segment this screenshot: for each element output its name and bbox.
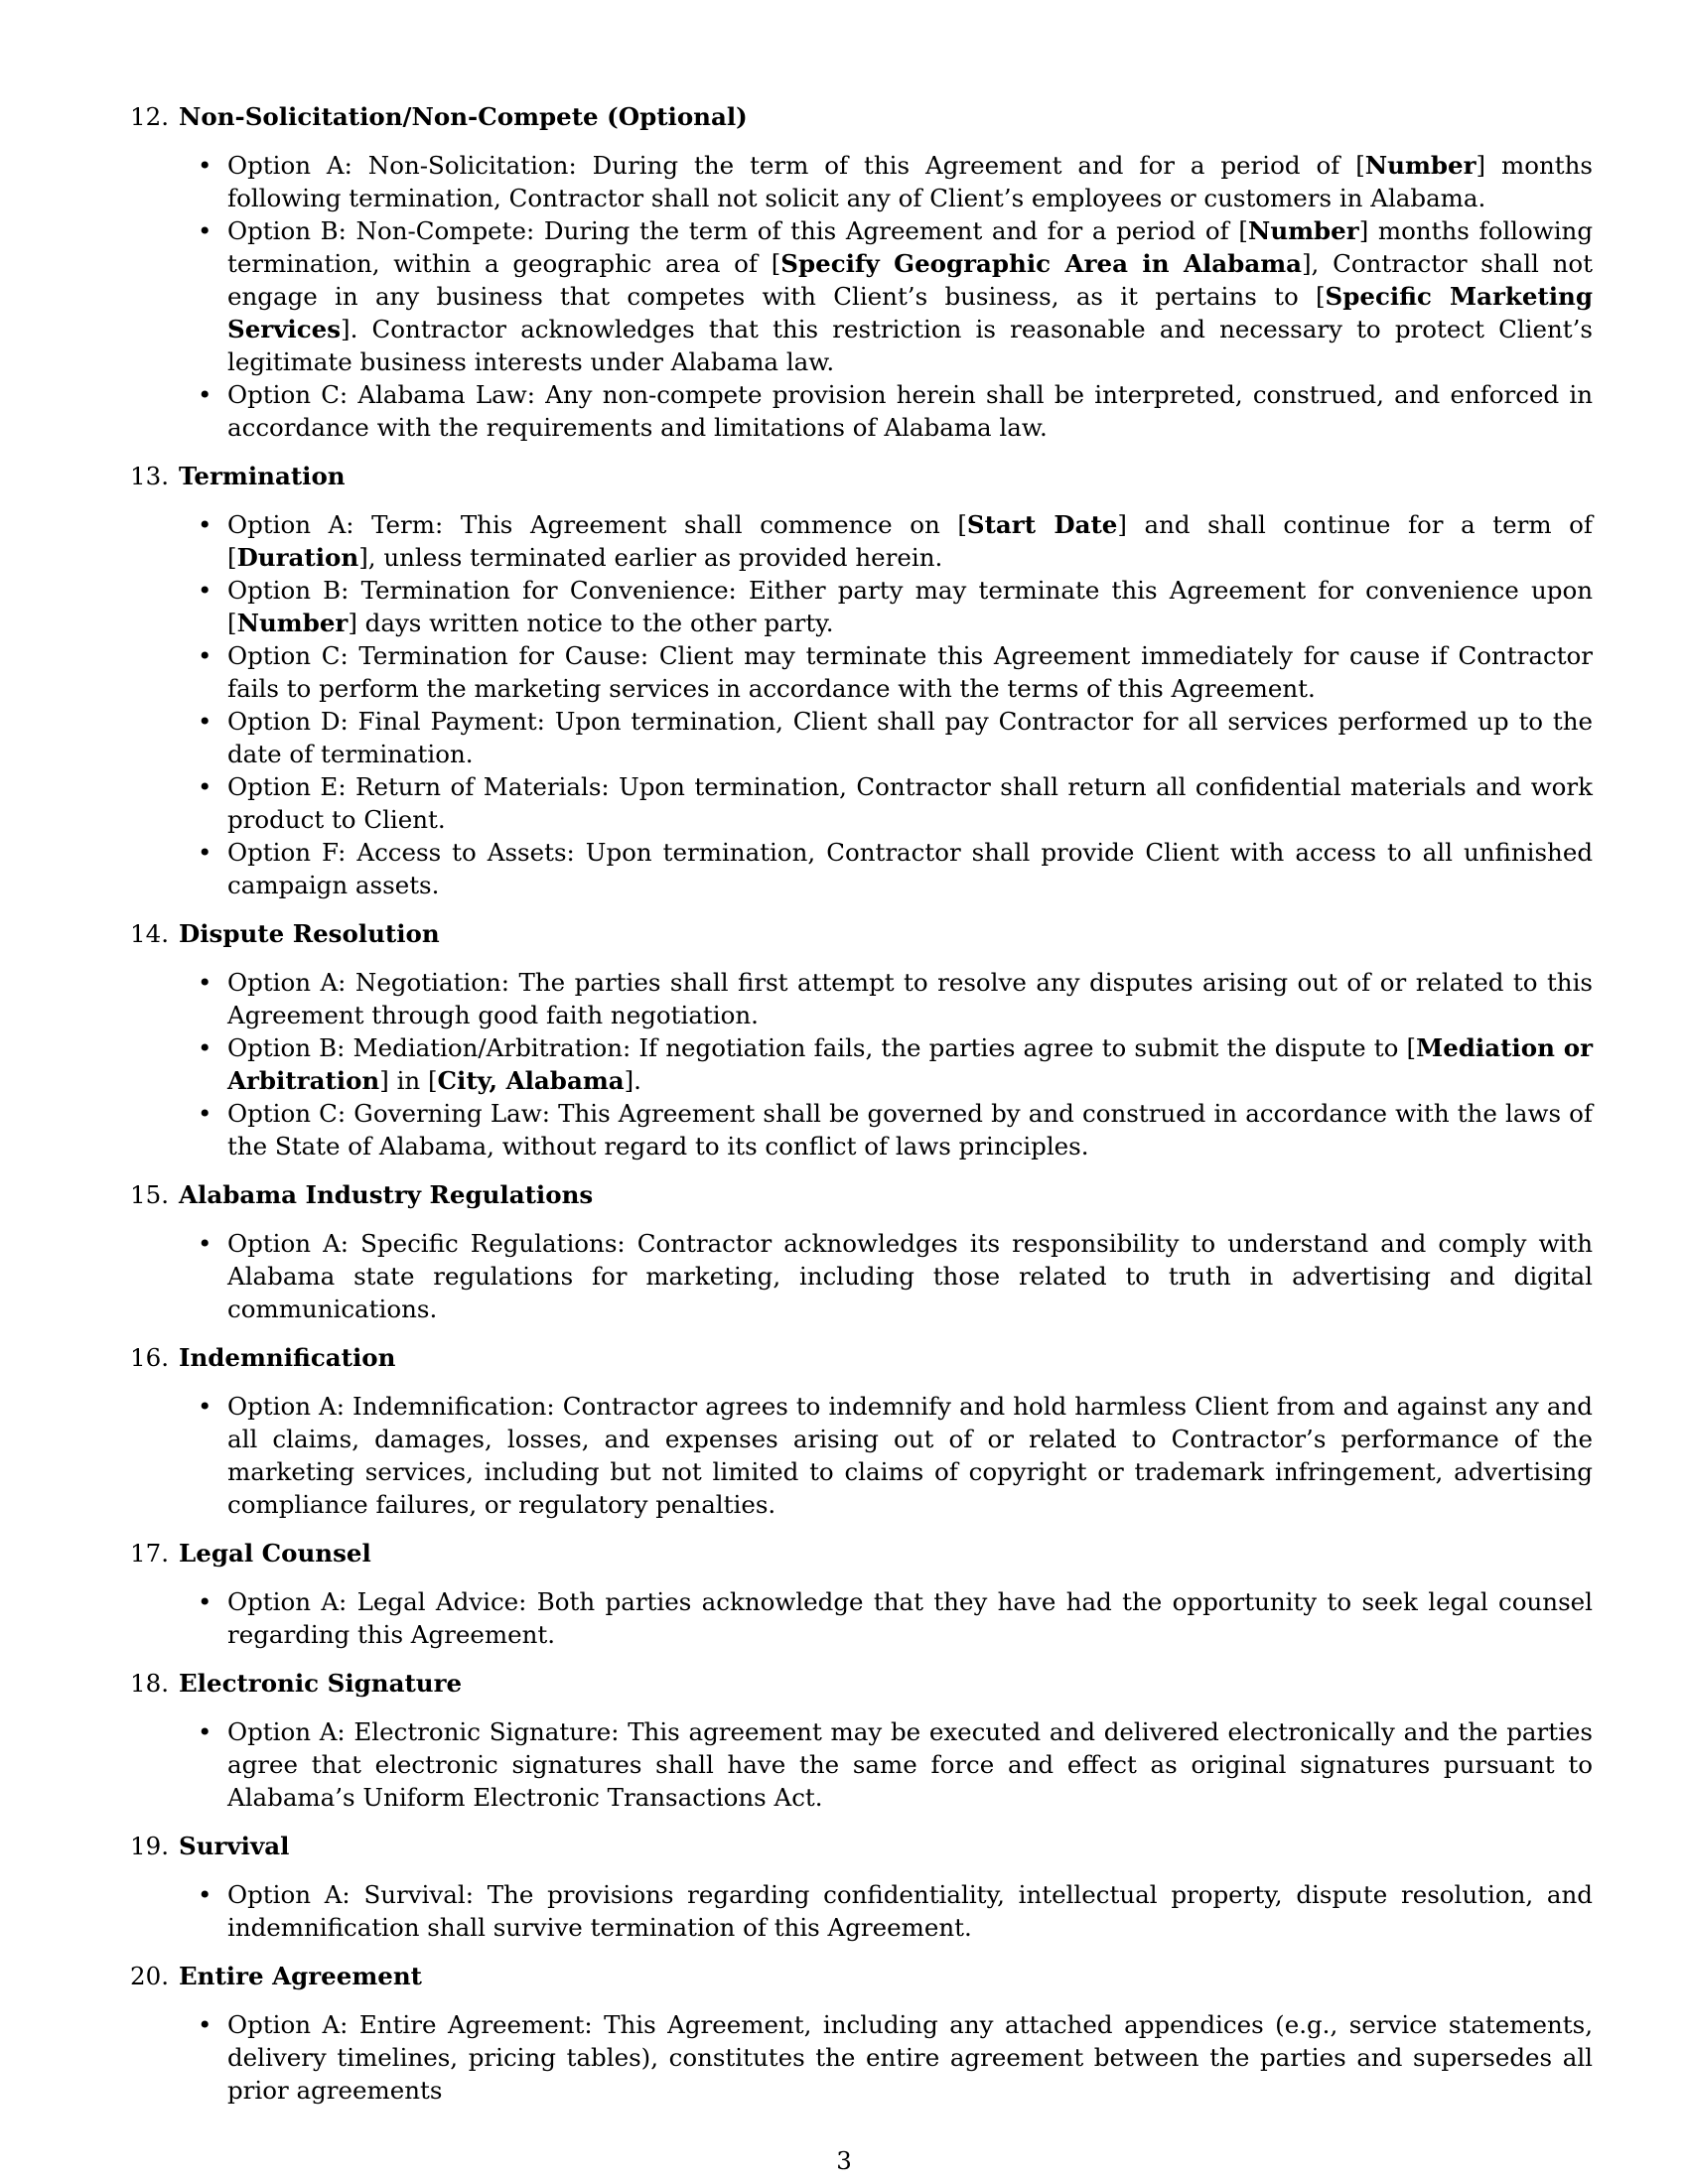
option-item: • Option B: Mediation/Arbitration: If negotiation fails, the parties agree to submit the dispute to [Mediation or Arbitration] in [City, Alabama].: [118, 1031, 1593, 1097]
section-title: Alabama Industry Regulations: [179, 1180, 594, 1209]
section-heading: [118, 1537, 1593, 1571]
option-list: [118, 2008, 1593, 2107]
option-list: [118, 1390, 1593, 1521]
option-item: • Option C: Alabama Law: Any non-compete provision herein shall be interpreted, construed, and enforced in accordance with the requirements and limitations of Alabama law.: [118, 378, 1593, 444]
option-item: • Option A: Legal Advice: Both parties acknowledge that they have had the opportunity to seek legal counsel regarding this Agreement.: [118, 1585, 1593, 1651]
section-13: [118, 460, 1593, 901]
section-15: [118, 1178, 1593, 1325]
option-list: [118, 1878, 1593, 1944]
option-list: [118, 1585, 1593, 1651]
option-item: • Option A: Survival: The provisions regarding confidentiality, intellectual property, dispute resolution, and indemnification shall survive termination of this Agreement.: [118, 1878, 1593, 1944]
option-item: • Option C: Governing Law: This Agreement shall be governed by and construed in accordance with the laws of the State of Alabama, without regard to its conflict of laws principles.: [118, 1097, 1593, 1162]
option-item: • Option C: Termination for Cause: Client may terminate this Agreement immediately for cause if Contractor fails to perform the marketing services in accordance with the terms of this Agreement.: [118, 639, 1593, 705]
section-heading: [118, 460, 1593, 494]
section-number: 17.: [130, 1539, 169, 1568]
section-title: Electronic Signature: [179, 1669, 463, 1698]
section-number: 18.: [130, 1669, 169, 1698]
section-title: Indemnification: [179, 1343, 396, 1372]
option-item: • Option A: Entire Agreement: This Agreement, including any attached appendices (e.g., service statements, delivery timelines, pricing tables), constitutes the entire agreement between the parties and supersedes all prior agreements: [118, 2008, 1593, 2107]
option-item: • Option A: Non-Solicitation: During the term of this Agreement and for a period of [Number] months following termination, Contractor shall not solicit any of Client’s employees or customers in Alabama.: [118, 149, 1593, 214]
option-item: • Option B: Non-Compete: During the term of this Agreement and for a period of [Number] months following termination, within a geographic area of [Specify Geographic Area in Alabama], Contractor shall not engage in any business that competes with Client’s business, as it pertains to [Specific Marketing Services]. Contractor acknowledges that this restriction is reasonable and necessary to protect Client’s legitimate business interests under Alabama law.: [118, 214, 1593, 378]
document-content: [118, 100, 1593, 2122]
section-heading: [118, 1830, 1593, 1864]
option-list: [118, 966, 1593, 1162]
section-title: Survival: [179, 1832, 290, 1860]
section-12: [118, 100, 1593, 444]
page-number: 3: [836, 2146, 852, 2175]
option-item: • Option A: Negotiation: The parties shall first attempt to resolve any disputes arising out of or related to this Agreement through good faith negotiation.: [118, 966, 1593, 1031]
option-item: • Option F: Access to Assets: Upon termination, Contractor shall provide Client with access to all unfinished campaign assets.: [118, 836, 1593, 901]
section-title: Termination: [179, 462, 346, 490]
section-number: 15.: [130, 1180, 169, 1209]
option-item: • Option E: Return of Materials: Upon termination, Contractor shall return all confidential materials and work product to Client.: [118, 770, 1593, 836]
section-17: [118, 1537, 1593, 1651]
option-list: [118, 508, 1593, 901]
option-list: [118, 149, 1593, 444]
section-number: 14.: [130, 919, 169, 948]
section-number: 20.: [130, 1962, 169, 1990]
option-list: [118, 1715, 1593, 1814]
option-item: • Option A: Indemnification: Contractor agrees to indemnify and hold harmless Client from and against any and all claims, damages, losses, and expenses arising out of or related to Contractor’s performance of the marketing services, including but not limited to claims of copyright or trademark infringement, advertising compliance failures, or regulatory penalties.: [118, 1390, 1593, 1521]
section-title: Legal Counsel: [179, 1539, 371, 1568]
section-number: 19.: [130, 1832, 169, 1860]
section-20: [118, 1960, 1593, 2107]
option-item: • Option A: Electronic Signature: This agreement may be executed and delivered electronically and the parties agree that electronic signatures shall have the same force and effect as original signatures pursuant to Alabama’s Uniform Electronic Transactions Act.: [118, 1715, 1593, 1814]
section-number: 16.: [130, 1343, 169, 1372]
section-14: [118, 917, 1593, 1162]
section-19: [118, 1830, 1593, 1944]
section-heading: [118, 1667, 1593, 1702]
section-16: [118, 1341, 1593, 1521]
option-item: • Option A: Term: This Agreement shall commence on [Start Date] and shall continue for a term of [Duration], unless terminated earlier as provided herein.: [118, 508, 1593, 574]
section-heading: [118, 917, 1593, 952]
option-item: • Option A: Specific Regulations: Contractor acknowledges its responsibility to understand and comply with Alabama state regulations for marketing, including those related to truth in advertising and digital communications.: [118, 1227, 1593, 1325]
section-heading: [118, 1960, 1593, 1994]
section-number: 13.: [130, 462, 169, 490]
section-title: Entire Agreement: [179, 1962, 422, 1990]
section-number: 12.: [130, 102, 169, 131]
option-item: • Option B: Termination for Convenience: Either party may terminate this Agreement for convenience upon [Number] days written notice to the other party.: [118, 574, 1593, 639]
section-heading: [118, 1341, 1593, 1376]
option-item: • Option D: Final Payment: Upon termination, Client shall pay Contractor for all services performed up to the date of termination.: [118, 705, 1593, 770]
section-heading: [118, 1178, 1593, 1213]
option-list: [118, 1227, 1593, 1325]
section-title: Non-Solicitation/Non-Compete (Optional): [179, 102, 748, 131]
section-18: [118, 1667, 1593, 1814]
section-title: Dispute Resolution: [179, 919, 440, 948]
section-heading: [118, 100, 1593, 135]
